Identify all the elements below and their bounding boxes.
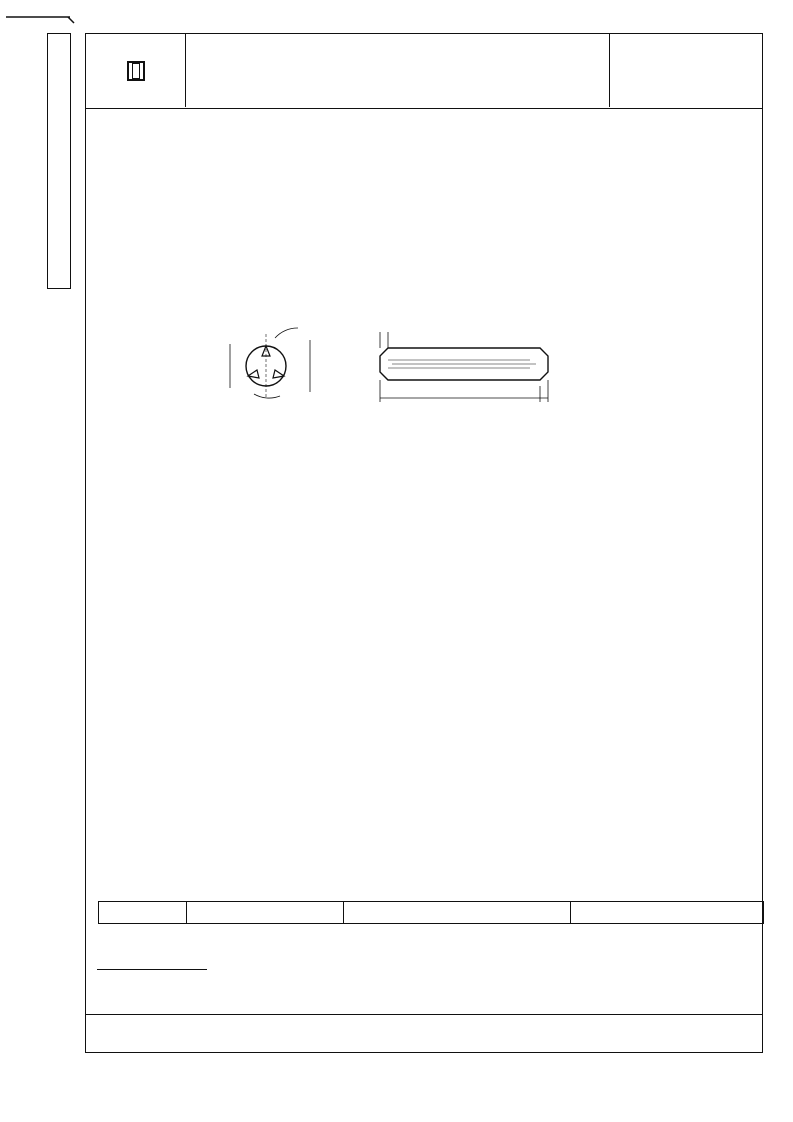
d2-tol-large [571,902,764,924]
d2-tol-small [187,902,344,924]
d2-perdev-label [99,902,187,924]
logo-cell [86,34,186,107]
length-range-grid [98,578,763,903]
pin-cross-section-figure [200,314,330,408]
document-title [186,34,610,107]
d2-tolerance-row [98,901,764,924]
d2-tol-mid [344,902,571,924]
title-block [85,33,763,109]
pin-side-view-figure [340,320,570,404]
header-rule-icon [6,10,76,24]
polysius-logo [127,61,145,81]
translation-disclaimer-box [47,33,71,289]
footnote-rule [97,969,207,970]
din-number-cell [610,34,762,107]
footer-rule [85,1014,763,1015]
